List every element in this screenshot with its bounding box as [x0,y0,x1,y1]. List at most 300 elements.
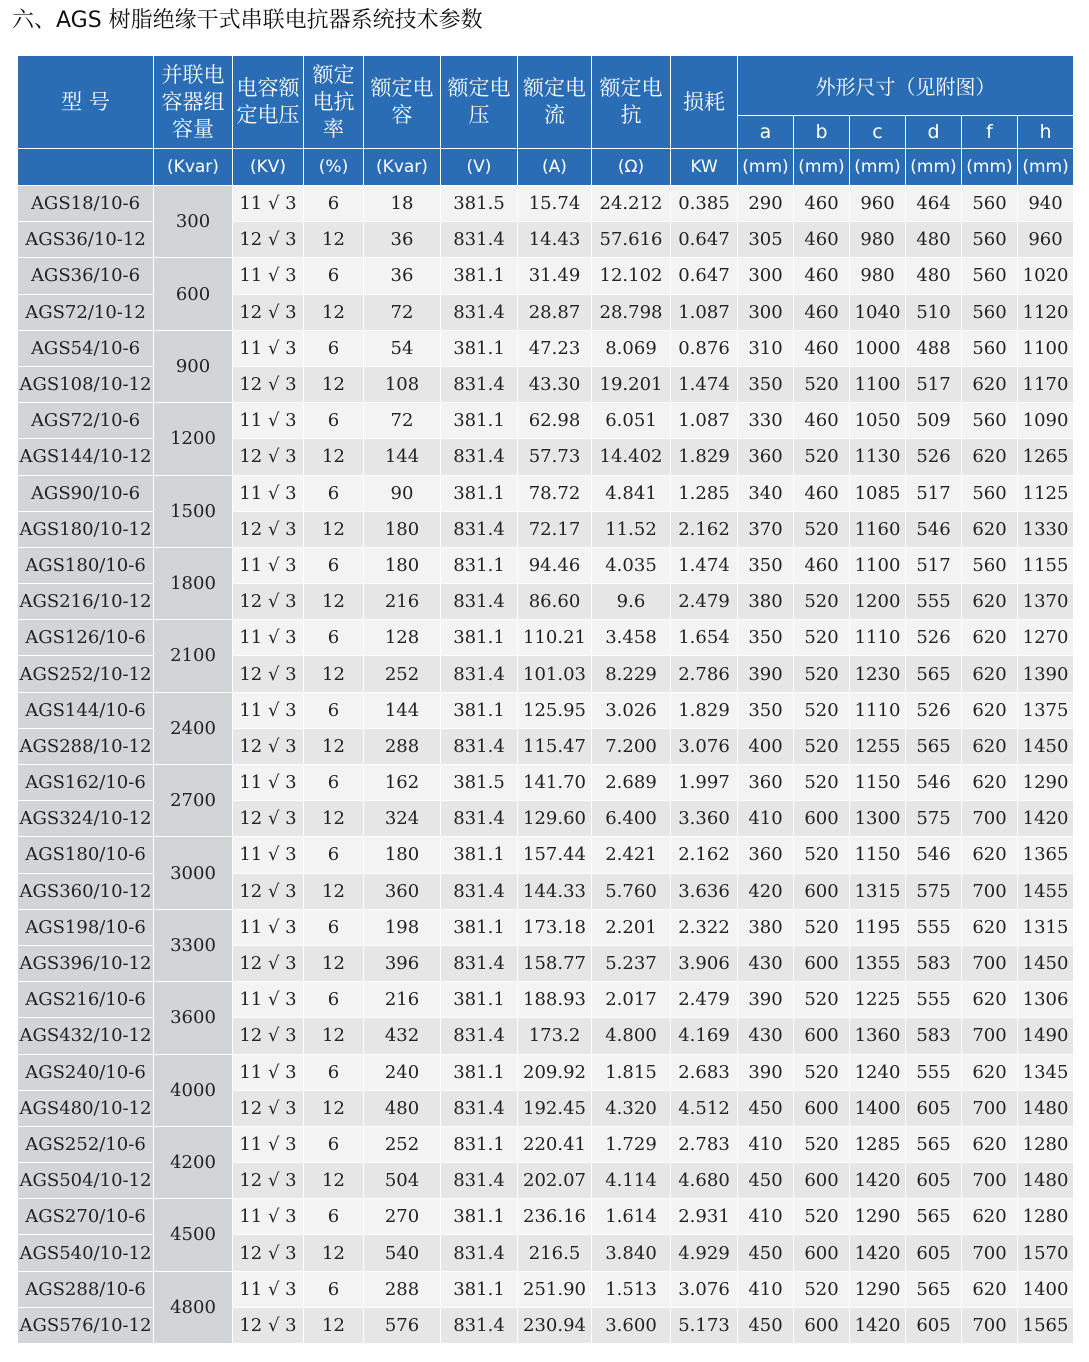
value-cell: 36 [364,222,441,258]
value-cell: 173.18 [518,909,592,945]
value-cell: 620 [962,1126,1018,1162]
value-cell: 480 [906,222,962,258]
value-cell: 14.402 [592,439,671,475]
value-cell: 2.162 [671,511,738,547]
value-cell: 216.5 [518,1235,592,1271]
value-cell: 620 [962,1054,1018,1090]
value-cell: 831.4 [441,1235,518,1271]
value-cell: 700 [962,945,1018,981]
value-cell: 290 [738,186,794,222]
value-cell: 1240 [850,1054,906,1090]
value-cell: 12 √ 3 [233,945,304,981]
model-cell: AGS360/10-12 [18,873,154,909]
model-cell: AGS180/10-12 [18,511,154,547]
value-cell: 520 [794,1126,850,1162]
capacity-cell: 3300 [154,909,233,981]
value-cell: 216 [364,982,441,1018]
value-cell: 1100 [850,547,906,583]
value-cell: 360 [738,439,794,475]
value-cell: 1290 [850,1199,906,1235]
value-cell: 520 [794,511,850,547]
value-cell: 72.17 [518,511,592,547]
value-cell: 11 √ 3 [233,330,304,366]
value-cell: 2.201 [592,909,671,945]
value-cell: 1.997 [671,765,738,801]
value-cell: 620 [962,366,1018,402]
value-cell: 517 [906,366,962,402]
value-cell: 520 [794,1054,850,1090]
value-cell: 144 [364,692,441,728]
value-cell: 480 [364,1090,441,1126]
table-row [18,909,1074,945]
value-cell: 6 [304,330,364,366]
value-cell: 520 [794,765,850,801]
value-cell: 11 √ 3 [233,837,304,873]
value-cell: 157.44 [518,837,592,873]
capacity-cell: 600 [154,258,233,330]
value-cell: 86.60 [518,584,592,620]
value-cell: 8.229 [592,656,671,692]
model-cell: AGS180/10-6 [18,837,154,873]
value-cell: 546 [906,511,962,547]
value-cell: 410 [738,1126,794,1162]
value-cell: 700 [962,873,1018,909]
value-cell: 6 [304,765,364,801]
value-cell: 3.360 [671,801,738,837]
header-unit: (A) [518,149,592,186]
value-cell: 700 [962,1018,1018,1054]
model-cell: AGS480/10-12 [18,1090,154,1126]
value-cell: 460 [794,475,850,511]
value-cell: 1.087 [671,403,738,439]
value-cell: 381.1 [441,258,518,294]
model-cell: AGS72/10-12 [18,294,154,330]
value-cell: 1420 [850,1307,906,1343]
value-cell: 198 [364,909,441,945]
value-cell: 11 √ 3 [233,186,304,222]
header-rated-reactance: 额定电抗 [592,56,671,149]
value-cell: 12 √ 3 [233,801,304,837]
value-cell: 1315 [850,873,906,909]
header-rated-cap: 额定电容 [364,56,441,149]
value-cell: 202.07 [518,1163,592,1199]
value-cell: 43.30 [518,366,592,402]
value-cell: 6 [304,1054,364,1090]
value-cell: 605 [906,1163,962,1199]
value-cell: 252 [364,656,441,692]
header-loss: 损耗 [671,56,738,149]
value-cell: 1285 [850,1126,906,1162]
value-cell: 1.513 [592,1271,671,1307]
value-cell: 12 √ 3 [233,294,304,330]
value-cell: 110.21 [518,620,592,656]
value-cell: 5.760 [592,873,671,909]
value-cell: 831.4 [441,945,518,981]
value-cell: 11 √ 3 [233,1271,304,1307]
value-cell: 1195 [850,909,906,945]
value-cell: 831.1 [441,547,518,583]
value-cell: 1.474 [671,547,738,583]
value-cell: 216 [364,584,441,620]
value-cell: 600 [794,1018,850,1054]
value-cell: 300 [738,294,794,330]
value-cell: 4.800 [592,1018,671,1054]
capacity-cell: 4500 [154,1199,233,1271]
value-cell: 831.4 [441,1163,518,1199]
header-unit: (Kvar) [364,149,441,186]
header-rated-current: 额定电流 [518,56,592,149]
value-cell: 1130 [850,439,906,475]
model-cell: AGS198/10-6 [18,909,154,945]
value-cell: 1090 [1018,403,1074,439]
value-cell: 381.1 [441,1271,518,1307]
value-cell: 324 [364,801,441,837]
value-cell: 350 [738,692,794,728]
value-cell: 6 [304,692,364,728]
capacity-cell: 4800 [154,1271,233,1343]
value-cell: 1450 [1018,728,1074,764]
value-cell: 381.1 [441,1054,518,1090]
page-title: 六、AGS 树脂绝缘干式串联电抗器系统技术参数 [12,8,483,33]
value-cell: 1480 [1018,1090,1074,1126]
value-cell: 583 [906,945,962,981]
value-cell: 36 [364,258,441,294]
value-cell: 6.400 [592,801,671,837]
value-cell: 1.729 [592,1126,671,1162]
header-unit: (KV) [233,149,304,186]
value-cell: 188.93 [518,982,592,1018]
value-cell: 831.4 [441,1090,518,1126]
value-cell: 831.4 [441,873,518,909]
value-cell: 90 [364,475,441,511]
value-cell: 1.829 [671,439,738,475]
value-cell: 620 [962,728,1018,764]
model-cell: AGS36/10-6 [18,258,154,294]
value-cell: 72 [364,403,441,439]
value-cell: 1155 [1018,547,1074,583]
table-header [18,56,1074,186]
value-cell: 1420 [850,1163,906,1199]
value-cell: 1225 [850,982,906,1018]
value-cell: 517 [906,547,962,583]
value-cell: 209.92 [518,1054,592,1090]
value-cell: 12 √ 3 [233,1090,304,1126]
capacity-cell: 300 [154,186,233,258]
value-cell: 381.1 [441,475,518,511]
value-cell: 1.474 [671,366,738,402]
model-cell: AGS216/10-6 [18,982,154,1018]
value-cell: 1.285 [671,475,738,511]
value-cell: 1375 [1018,692,1074,728]
value-cell: 450 [738,1163,794,1199]
value-cell: 600 [794,873,850,909]
value-cell: 520 [794,620,850,656]
value-cell: 1040 [850,294,906,330]
value-cell: 4.035 [592,547,671,583]
value-cell: 12 √ 3 [233,366,304,402]
value-cell: 960 [1018,222,1074,258]
header-unit: KW [671,149,738,186]
value-cell: 560 [962,222,1018,258]
value-cell: 180 [364,547,441,583]
value-cell: 432 [364,1018,441,1054]
value-cell: 2.931 [671,1199,738,1235]
value-cell: 510 [906,294,962,330]
value-cell: 305 [738,222,794,258]
model-cell: AGS54/10-6 [18,330,154,366]
model-cell: AGS504/10-12 [18,1163,154,1199]
value-cell: 565 [906,1126,962,1162]
table-row [18,1199,1074,1235]
value-cell: 1120 [1018,294,1074,330]
value-cell: 2.783 [671,1126,738,1162]
header-unit: (%) [304,149,364,186]
value-cell: 1315 [1018,909,1074,945]
value-cell: 11 √ 3 [233,258,304,294]
value-cell: 360 [364,873,441,909]
value-cell: 560 [962,258,1018,294]
value-cell: 6.051 [592,403,671,439]
value-cell: 575 [906,873,962,909]
value-cell: 420 [738,873,794,909]
value-cell: 144.33 [518,873,592,909]
value-cell: 4.512 [671,1090,738,1126]
value-cell: 600 [794,1090,850,1126]
value-cell: 430 [738,1018,794,1054]
value-cell: 831.4 [441,294,518,330]
value-cell: 390 [738,982,794,1018]
value-cell: 381.1 [441,909,518,945]
value-cell: 15.74 [518,186,592,222]
value-cell: 390 [738,1054,794,1090]
capacity-cell: 4200 [154,1126,233,1198]
value-cell: 6 [304,1199,364,1235]
value-cell: 360 [738,765,794,801]
value-cell: 1160 [850,511,906,547]
value-cell: 700 [962,801,1018,837]
value-cell: 3.600 [592,1307,671,1343]
model-cell: AGS396/10-12 [18,945,154,981]
value-cell: 310 [738,330,794,366]
value-cell: 240 [364,1054,441,1090]
value-cell: 381.1 [441,620,518,656]
value-cell: 560 [962,475,1018,511]
value-cell: 11 √ 3 [233,692,304,728]
value-cell: 1.654 [671,620,738,656]
value-cell: 600 [794,1307,850,1343]
value-cell: 1306 [1018,982,1074,1018]
value-cell: 540 [364,1235,441,1271]
table-row [18,258,1074,294]
value-cell: 1330 [1018,511,1074,547]
value-cell: 12 [304,1235,364,1271]
value-cell: 380 [738,584,794,620]
value-cell: 2.017 [592,982,671,1018]
value-cell: 1420 [850,1235,906,1271]
value-cell: 14.43 [518,222,592,258]
value-cell: 546 [906,765,962,801]
value-cell: 620 [962,1199,1018,1235]
table-row [18,1054,1074,1090]
value-cell: 350 [738,366,794,402]
value-cell: 450 [738,1307,794,1343]
header-cap-voltage: 电容额定电压 [233,56,304,149]
header-unit: (mm) [962,149,1018,186]
value-cell: 560 [962,403,1018,439]
value-cell: 560 [962,547,1018,583]
value-cell: 381.1 [441,403,518,439]
value-cell: 129.60 [518,801,592,837]
value-cell: 2.786 [671,656,738,692]
value-cell: 1.614 [592,1199,671,1235]
header-unit: (Ω) [592,149,671,186]
value-cell: 450 [738,1235,794,1271]
value-cell: 488 [906,330,962,366]
value-cell: 12 [304,1090,364,1126]
value-cell: 2.683 [671,1054,738,1090]
value-cell: 520 [794,692,850,728]
value-cell: 12 [304,1018,364,1054]
value-cell: 700 [962,1307,1018,1343]
value-cell: 4.680 [671,1163,738,1199]
value-cell: 600 [794,945,850,981]
header-dim-h: h [1018,116,1074,149]
value-cell: 12 √ 3 [233,439,304,475]
value-cell: 370 [738,511,794,547]
model-cell: AGS180/10-6 [18,547,154,583]
value-cell: 555 [906,1054,962,1090]
value-cell: 6 [304,837,364,873]
value-cell: 381.1 [441,330,518,366]
table-row [18,1271,1074,1307]
value-cell: 1125 [1018,475,1074,511]
value-cell: 831.4 [441,728,518,764]
value-cell: 526 [906,439,962,475]
header-unit: (mm) [738,149,794,186]
value-cell: 28.87 [518,294,592,330]
value-cell: 230.94 [518,1307,592,1343]
value-cell: 57.73 [518,439,592,475]
value-cell: 1300 [850,801,906,837]
value-cell: 1490 [1018,1018,1074,1054]
value-cell: 1050 [850,403,906,439]
value-cell: 158.77 [518,945,592,981]
value-cell: 1280 [1018,1199,1074,1235]
value-cell: 251.90 [518,1271,592,1307]
value-cell: 350 [738,547,794,583]
value-cell: 7.200 [592,728,671,764]
value-cell: 12 [304,366,364,402]
value-cell: 504 [364,1163,441,1199]
value-cell: 520 [794,656,850,692]
value-cell: 12 [304,945,364,981]
model-cell: AGS72/10-6 [18,403,154,439]
value-cell: 2.689 [592,765,671,801]
value-cell: 340 [738,475,794,511]
header-unit: (V) [441,149,518,186]
value-cell: 108 [364,366,441,402]
value-cell: 11 √ 3 [233,620,304,656]
table-row [18,1126,1074,1162]
model-cell: AGS18/10-6 [18,186,154,222]
capacity-cell: 2100 [154,620,233,692]
model-cell: AGS324/10-12 [18,801,154,837]
value-cell: 410 [738,1199,794,1235]
value-cell: 11 √ 3 [233,1054,304,1090]
capacity-cell: 3600 [154,982,233,1054]
value-cell: 1400 [1018,1271,1074,1307]
value-cell: 57.616 [592,222,671,258]
table-row [18,837,1074,873]
value-cell: 460 [794,222,850,258]
value-cell: 0.385 [671,186,738,222]
value-cell: 62.98 [518,403,592,439]
capacity-cell: 1800 [154,547,233,619]
value-cell: 1110 [850,692,906,728]
value-cell: 6 [304,1126,364,1162]
value-cell: 560 [962,330,1018,366]
value-cell: 4.320 [592,1090,671,1126]
value-cell: 396 [364,945,441,981]
value-cell: 6 [304,186,364,222]
value-cell: 1.815 [592,1054,671,1090]
value-cell: 620 [962,982,1018,1018]
value-cell: 350 [738,620,794,656]
value-cell: 12 [304,656,364,692]
value-cell: 11 √ 3 [233,475,304,511]
table-body [18,186,1074,1344]
value-cell: 72 [364,294,441,330]
value-cell: 220.41 [518,1126,592,1162]
value-cell: 54 [364,330,441,366]
value-cell: 180 [364,837,441,873]
value-cell: 2.479 [671,584,738,620]
value-cell: 620 [962,765,1018,801]
value-cell: 555 [906,584,962,620]
header-dim-a: a [738,116,794,149]
value-cell: 28.798 [592,294,671,330]
header-dims: 外形尺寸（见附图） [738,56,1074,116]
value-cell: 125.95 [518,692,592,728]
value-cell: 620 [962,439,1018,475]
header-unit: (mm) [1018,149,1074,186]
value-cell: 1345 [1018,1054,1074,1090]
value-cell: 620 [962,909,1018,945]
value-cell: 1150 [850,837,906,873]
value-cell: 236.16 [518,1199,592,1235]
value-cell: 520 [794,1271,850,1307]
value-cell: 980 [850,258,906,294]
value-cell: 381.5 [441,186,518,222]
header-dim-d: d [906,116,962,149]
value-cell: 560 [962,294,1018,330]
table-row [18,765,1074,801]
value-cell: 5.237 [592,945,671,981]
model-cell: AGS576/10-12 [18,1307,154,1343]
header-dim-f: f [962,116,1018,149]
value-cell: 6 [304,982,364,1018]
value-cell: 517 [906,475,962,511]
value-cell: 620 [962,620,1018,656]
value-cell: 12 [304,511,364,547]
value-cell: 526 [906,620,962,656]
value-cell: 1255 [850,728,906,764]
value-cell: 141.70 [518,765,592,801]
capacity-cell: 1500 [154,475,233,547]
header-unit: (mm) [906,149,962,186]
value-cell: 831.4 [441,584,518,620]
value-cell: 380 [738,909,794,945]
